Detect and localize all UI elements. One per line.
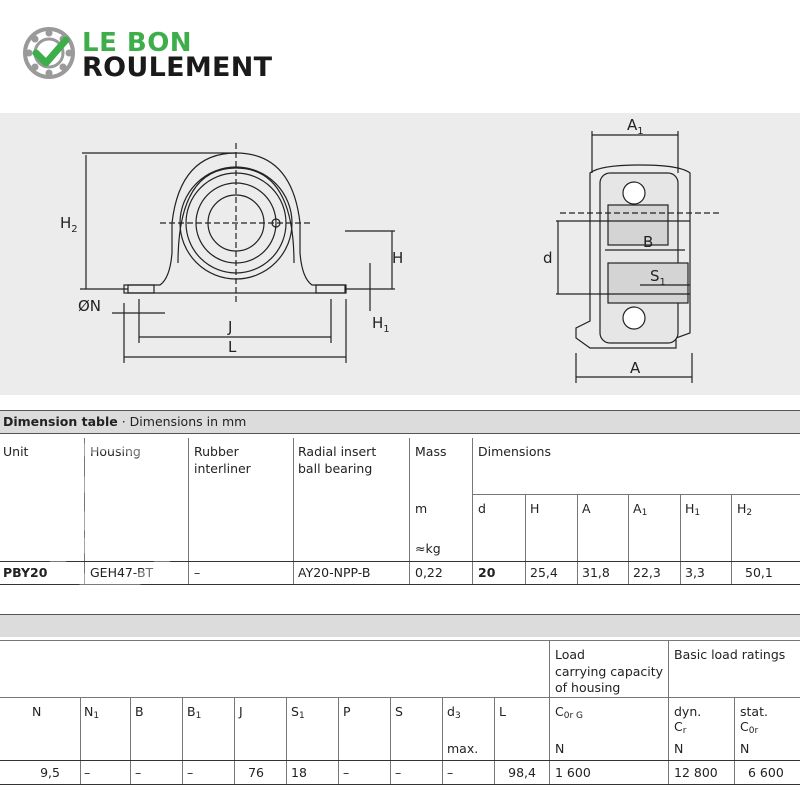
header-c0r-unit: N — [740, 741, 750, 756]
cell-h: 25,4 — [530, 565, 558, 580]
label-h2: $H_2$ — [60, 214, 78, 235]
header-c0rg: $C_{0r G}$ — [555, 704, 583, 721]
header-c0r: $C_{0r}$ — [740, 719, 759, 736]
header-load-3: of housing — [555, 680, 621, 695]
header-basic-load-ratings: Basic load ratings — [674, 647, 786, 662]
bearing-check-icon — [22, 26, 76, 80]
header-housing: Housing — [90, 444, 141, 459]
label-h: H — [392, 249, 404, 267]
cell-rubber: – — [194, 565, 201, 580]
header-load-2: carrying capacity — [555, 664, 664, 679]
header-a1: $A_1$ — [633, 501, 648, 518]
cell-b1: – — [187, 765, 194, 780]
cell-d3: – — [447, 765, 454, 780]
label-s1: $S_1$ — [650, 267, 666, 288]
cell-c0r: 6 600 — [748, 765, 784, 780]
header-unit: Unit — [3, 444, 29, 459]
cell-mass: 0,22 — [415, 565, 443, 580]
cell-cr: 12 800 — [674, 765, 718, 780]
header-radial-2: ball bearing — [298, 461, 373, 476]
load-table-title-bar — [0, 614, 800, 637]
header-h2: $H_2$ — [737, 501, 753, 518]
label-l: L — [228, 338, 237, 356]
dimension-table-title: Dimension table · Dimensions in mm — [3, 414, 247, 429]
header-cr: $C_r$ — [674, 719, 687, 736]
header-n1: $N_1$ — [84, 704, 100, 721]
header-a: A — [582, 501, 591, 516]
cell-n: 9,5 — [40, 765, 60, 780]
header-mass-unit: ≈kg — [415, 541, 441, 556]
cell-l: 98,4 — [508, 765, 536, 780]
brand-line2: ROULEMENT — [82, 52, 273, 83]
header-stat: stat. — [740, 704, 768, 719]
technical-drawing — [0, 113, 800, 395]
header-d3-max: max. — [447, 741, 479, 756]
brand-logo[interactable] — [22, 26, 312, 90]
label-b: B — [643, 233, 654, 251]
header-d: d — [478, 501, 486, 516]
header-c0rg-unit: N — [555, 741, 565, 756]
cell-s: – — [395, 765, 402, 780]
cell-b: – — [135, 765, 142, 780]
header-h: H — [530, 501, 540, 516]
header-radial-1: Radial insert — [298, 444, 377, 459]
header-load-1: Load — [555, 647, 585, 662]
cell-radial: AY20-NPP-B — [298, 565, 371, 580]
cell-h2: 50,1 — [745, 565, 773, 580]
label-a1: $A_1$ — [627, 116, 644, 137]
header-b1: $B_1$ — [187, 704, 202, 721]
label-a: A — [630, 359, 641, 377]
cell-c0rg: 1 600 — [555, 765, 591, 780]
cell-unit: PBY20 — [3, 565, 48, 580]
header-cr-unit: N — [674, 741, 684, 756]
header-s1: $S_1$ — [291, 704, 305, 721]
cell-n1: – — [84, 765, 91, 780]
brand-line1: LE BON — [82, 28, 193, 58]
cell-housing: GEH47-BT — [90, 565, 154, 580]
header-d3: $d_3$ — [447, 704, 461, 721]
label-n: ØN — [78, 297, 102, 315]
drawing-svg — [0, 113, 800, 395]
cell-h1: 3,3 — [685, 565, 705, 580]
header-h1: $H_1$ — [685, 501, 701, 518]
header-b: B — [135, 704, 144, 719]
cell-d: 20 — [478, 565, 496, 580]
header-rubber-2: interliner — [194, 461, 251, 476]
header-dyn: dyn. — [674, 704, 702, 719]
header-n: N — [32, 704, 42, 719]
header-mass: Mass — [415, 444, 447, 459]
header-mass-symbol: m — [415, 501, 428, 516]
cell-a: 31,8 — [582, 565, 610, 580]
dimension-table-title-bar — [0, 410, 800, 434]
cell-a1: 22,3 — [633, 565, 661, 580]
header-s: S — [395, 704, 403, 719]
header-l: L — [499, 704, 506, 719]
header-rubber-1: Rubber — [194, 444, 239, 459]
header-p: P — [343, 704, 351, 719]
label-j: J — [228, 318, 233, 336]
header-dimensions: Dimensions — [478, 444, 551, 459]
cell-s1: 18 — [291, 765, 307, 780]
cell-p: – — [343, 765, 350, 780]
header-j: J — [239, 704, 243, 719]
label-d: d — [543, 249, 553, 267]
cell-j: 76 — [248, 765, 264, 780]
label-h1: $H_1$ — [372, 314, 390, 335]
